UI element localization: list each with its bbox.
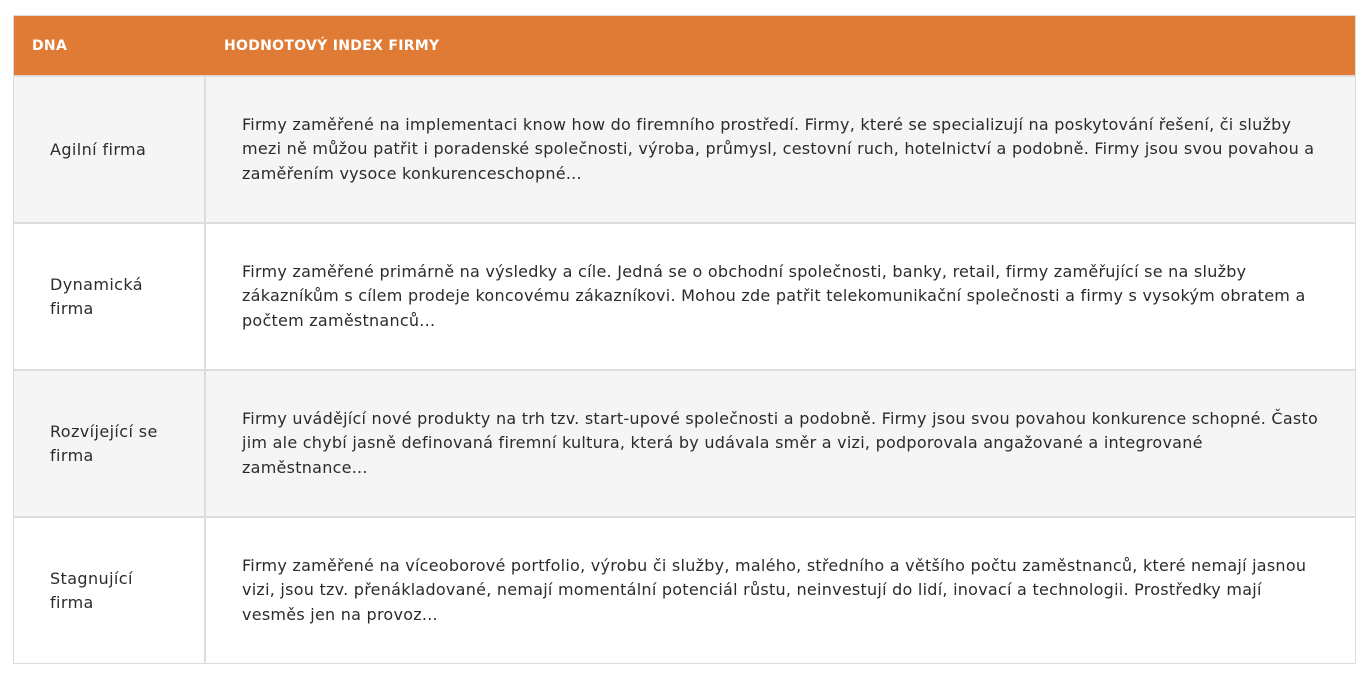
row-description — [206, 77, 1355, 222]
row-dna-label: Agilní firma — [14, 77, 206, 222]
row-dna-label: Dynamická firma — [14, 224, 206, 369]
row-description — [206, 371, 1355, 516]
table-row — [14, 75, 1355, 222]
row-dna-label: Stagnující firma — [14, 518, 206, 663]
row-dna-label: Rozvíjející se firma — [14, 371, 206, 516]
header-value-index: HODNOTOVÝ INDEX FIRMY — [224, 37, 440, 54]
table-row — [14, 516, 1355, 663]
row-description-text: Firmy uvádějící nové produkty na trh tzv. start-upové společnosti a podobně. Firmy jsou svou povahou konkurence schopné. Často jim ale chybí jasně definovaná firemní kultura, která by udávala směr a vizi, podporovala angažované a integrované zaměstnance... — [242, 408, 1319, 477]
table-header — [14, 16, 1355, 75]
header-dna: DNA — [32, 37, 68, 54]
row-description — [206, 518, 1355, 663]
row-description-text: Firmy zaměřené na víceoborové portfolio, výrobu či služby, malého, středního a většího počtu zaměstnanců, které nemají jasnou vizi, jsou tzv. přenákladované, nemají momentální potenciál růstu, neinvestují do lidí, inovací a technologii. Prostředky mají vesměs jen na provoz... — [242, 555, 1307, 624]
row-description-text: Firmy zaměřené primárně na výsledky a cíle. Jedná se o obchodní společnosti, banky, retail, firmy zaměřující se na služby zákazníkům s cílem prodeje koncovému zákazníkovi. Mohou zde patřit telekomunikační společnosti a firmy s vysokým obratem a počtem zaměstnanců... — [242, 261, 1306, 330]
table-row — [14, 222, 1355, 369]
dna-value-index-table — [13, 15, 1356, 664]
table-row — [14, 369, 1355, 516]
row-description-text: Firmy zaměřené na implementaci know how do firemního prostředí. Firmy, které se specializují na poskytování řešení, či služby mezi ně můžou patřit i poradenské společnosti, výroba, průmysl, cestovní ruch, hotelnictví a podobně. Firmy jsou svou povahou a zaměřením vysoce konkurenceschopné... — [242, 114, 1315, 183]
row-description — [206, 224, 1355, 369]
